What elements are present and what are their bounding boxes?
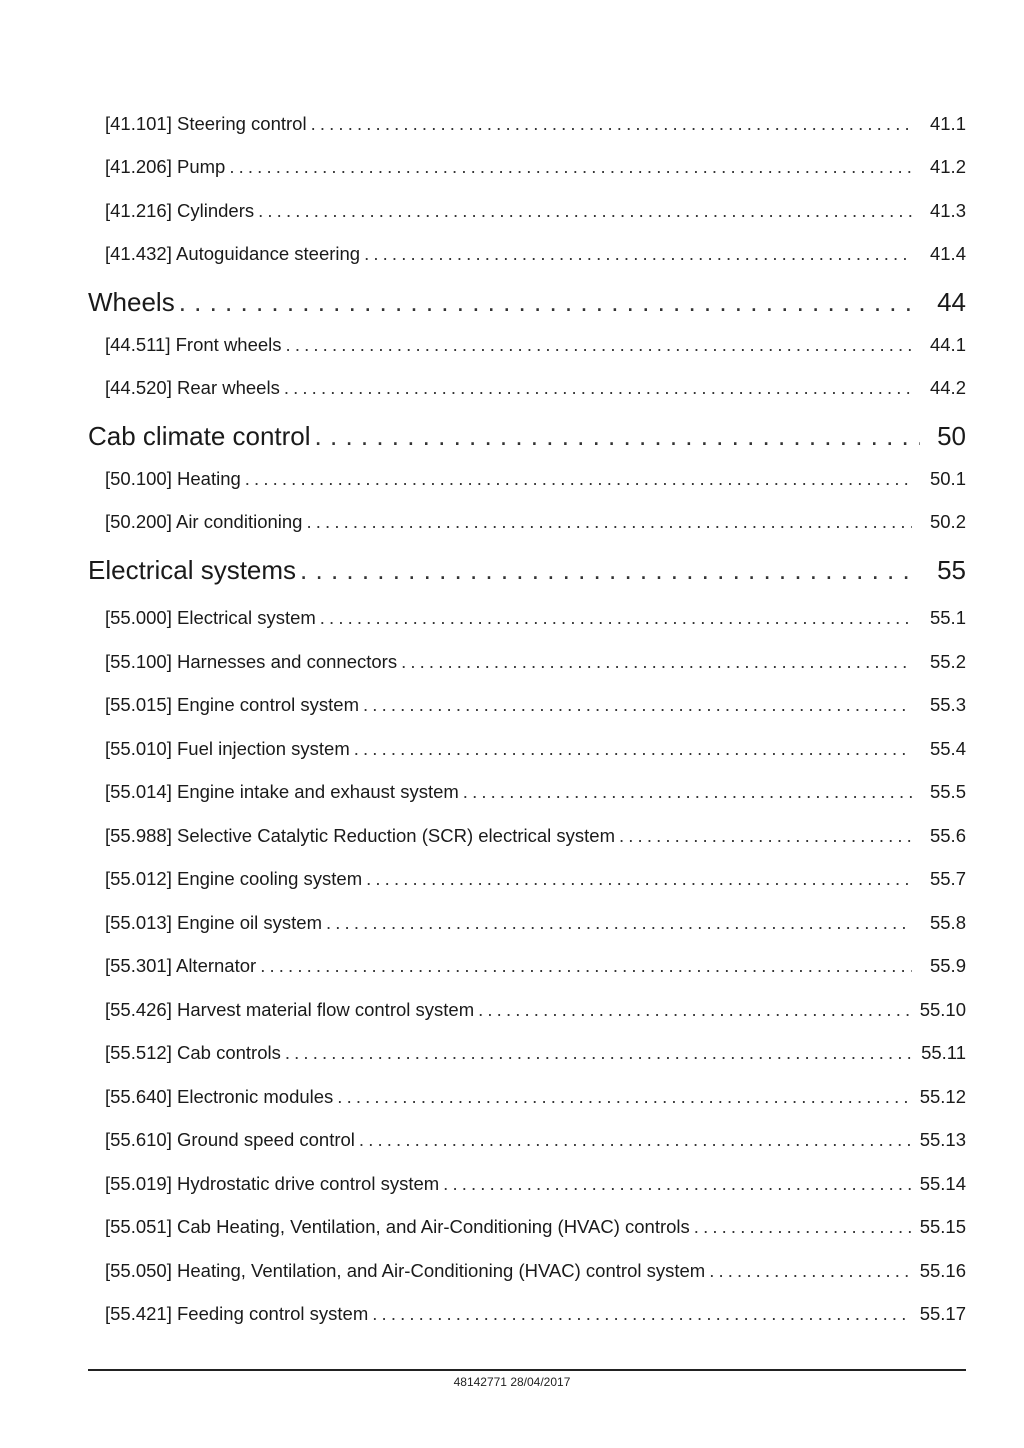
toc-entry[interactable] — [88, 1303, 966, 1325]
dot-leader — [326, 912, 912, 934]
dot-leader — [229, 156, 912, 178]
toc-entry[interactable] — [88, 468, 966, 490]
toc-entry[interactable] — [88, 999, 966, 1021]
toc-entry[interactable] — [88, 1216, 966, 1238]
toc-entry-page: 55.2 — [929, 651, 966, 672]
toc-entry-page: 55.17 — [919, 1303, 966, 1324]
dot-leader — [359, 1129, 912, 1151]
dot-leader — [364, 243, 912, 265]
toc-entry-title: [55.426] Harvest material flow control system — [105, 999, 475, 1020]
toc-entry[interactable] — [88, 200, 966, 222]
toc-entry[interactable] — [88, 912, 966, 934]
footer-doc-id: 48142771 28/04/2017 — [453, 1375, 571, 1389]
toc-entry[interactable] — [88, 156, 966, 178]
toc-entry[interactable] — [88, 1129, 966, 1151]
toc-entry-page: 44.1 — [929, 334, 966, 355]
toc-entry[interactable] — [88, 1042, 966, 1064]
toc-entry[interactable] — [88, 511, 966, 533]
toc-entry-title: [55.019] Hydrostatic drive control system — [105, 1173, 440, 1194]
toc-entry[interactable] — [88, 334, 966, 356]
toc-entry-page: 44.2 — [929, 377, 966, 398]
toc-entry-page: 41.4 — [929, 243, 966, 264]
toc-entry-page: 55.16 — [919, 1260, 966, 1281]
toc-entry[interactable] — [88, 825, 966, 847]
toc-entry-page: 55.9 — [929, 955, 966, 976]
toc-entry-page: 41.1 — [929, 113, 966, 134]
dot-leader — [401, 651, 912, 673]
toc-entry-title: [44.520] Rear wheels — [105, 377, 280, 398]
toc-entry-title: [55.100] Harnesses and connectors — [105, 651, 398, 672]
toc-entry[interactable] — [88, 607, 966, 629]
toc-entry-page: 55.13 — [919, 1129, 966, 1150]
toc-entry-page: 55.12 — [919, 1086, 966, 1107]
toc-entry-title: [50.200] Air conditioning — [105, 511, 303, 532]
toc-entry-title: [41.101] Steering control — [105, 113, 307, 134]
toc-entry-title: [44.511] Front wheels — [105, 334, 282, 355]
toc-entry-title: [55.015] Engine control system — [105, 694, 360, 715]
toc-entry-page: 55.15 — [919, 1216, 966, 1237]
toc-section-page: 55 — [937, 555, 966, 585]
toc-entry[interactable] — [88, 377, 966, 399]
toc-section-page: 44 — [937, 287, 966, 317]
toc-section[interactable] — [88, 421, 966, 452]
toc-entry-title: [55.421] Feeding control system — [105, 1303, 369, 1324]
dot-leader — [354, 738, 912, 760]
dot-leader — [372, 1303, 912, 1325]
dot-leader — [478, 999, 912, 1021]
toc-entry-page: 55.14 — [919, 1173, 966, 1194]
toc-entry-title: [55.512] Cab controls — [105, 1042, 281, 1063]
toc-entry[interactable] — [88, 781, 966, 803]
toc-entry-title: [55.012] Engine cooling system — [105, 868, 363, 889]
toc-entry-page: 50.2 — [929, 511, 966, 532]
toc-entry-title: [55.014] Engine intake and exhaust system — [105, 781, 459, 802]
dot-leader — [619, 825, 912, 847]
toc-entry-title: [50.100] Heating — [105, 468, 241, 489]
toc-entry[interactable] — [88, 1260, 966, 1282]
dot-leader — [315, 421, 920, 452]
toc-entry-title: [55.640] Electronic modules — [105, 1086, 334, 1107]
dot-leader — [245, 468, 912, 490]
dot-leader — [258, 200, 912, 222]
toc-entry-page: 55.6 — [929, 825, 966, 846]
toc-entry[interactable] — [88, 738, 966, 760]
toc-entry[interactable] — [88, 955, 966, 977]
toc-section[interactable] — [88, 287, 966, 318]
toc-entry[interactable] — [88, 113, 966, 135]
dot-leader — [694, 1216, 912, 1238]
toc-entry[interactable] — [88, 694, 966, 716]
dot-leader — [443, 1173, 912, 1195]
toc-section-title: Electrical systems — [88, 555, 297, 585]
dot-leader — [366, 868, 912, 890]
toc-section-title: Wheels — [88, 287, 175, 317]
toc-entry-page: 55.4 — [929, 738, 966, 759]
toc-entry-page: 55.11 — [921, 1042, 966, 1063]
toc-entry[interactable] — [88, 243, 966, 265]
dot-leader — [306, 511, 912, 533]
toc-section-page: 50 — [937, 421, 966, 451]
toc-entry-page: 50.1 — [929, 468, 966, 489]
dot-leader — [286, 334, 912, 356]
dot-leader — [463, 781, 912, 803]
dot-leader — [709, 1260, 912, 1282]
toc-entry-title: [41.206] Pump — [105, 156, 226, 177]
toc-entry-title: [55.610] Ground speed control — [105, 1129, 355, 1150]
toc-entry-title: [41.432] Autoguidance steering — [105, 243, 361, 264]
toc-entry-title: [55.050] Heating, Ventilation, and Air-Conditioning (HVAC) control system — [105, 1260, 706, 1281]
toc-section[interactable] — [88, 555, 966, 586]
toc-entry-title: [55.010] Fuel injection system — [105, 738, 350, 759]
toc-entry-page: 55.7 — [929, 868, 966, 889]
dot-leader — [284, 377, 912, 399]
dot-leader — [320, 607, 912, 629]
toc-entry[interactable] — [88, 1173, 966, 1195]
dot-leader — [179, 287, 920, 318]
dot-leader — [337, 1086, 912, 1108]
toc-entry-page: 55.8 — [929, 912, 966, 933]
footer-divider — [88, 1369, 966, 1371]
toc-entry-title: [41.216] Cylinders — [105, 200, 255, 221]
dot-leader — [260, 955, 912, 977]
toc-section-title: Cab climate control — [88, 421, 311, 451]
dot-leader — [285, 1042, 912, 1064]
dot-leader — [300, 555, 920, 586]
toc-entry-title: [55.013] Engine oil system — [105, 912, 322, 933]
dot-leader — [363, 694, 912, 716]
toc-entry-page: 55.10 — [919, 999, 966, 1020]
toc-entry-title: [55.051] Cab Heating, Ventilation, and Air-Conditioning (HVAC) controls — [105, 1216, 690, 1237]
toc-entry-title: [55.988] Selective Catalytic Reduction (SCR) electrical system — [105, 825, 615, 846]
toc-entry[interactable] — [88, 1086, 966, 1108]
toc-entry-page: 55.3 — [929, 694, 966, 715]
toc-entry-title: [55.000] Electrical system — [105, 607, 316, 628]
toc-entry-page: 41.2 — [929, 156, 966, 177]
dot-leader — [311, 113, 912, 135]
toc-entry[interactable] — [88, 868, 966, 890]
toc-entry[interactable] — [88, 651, 966, 673]
toc-entry-page: 55.1 — [929, 607, 966, 628]
toc-entry-title: [55.301] Alternator — [105, 955, 257, 976]
toc-entry-page: 41.3 — [929, 200, 966, 221]
toc-entry-page: 55.5 — [929, 781, 966, 802]
